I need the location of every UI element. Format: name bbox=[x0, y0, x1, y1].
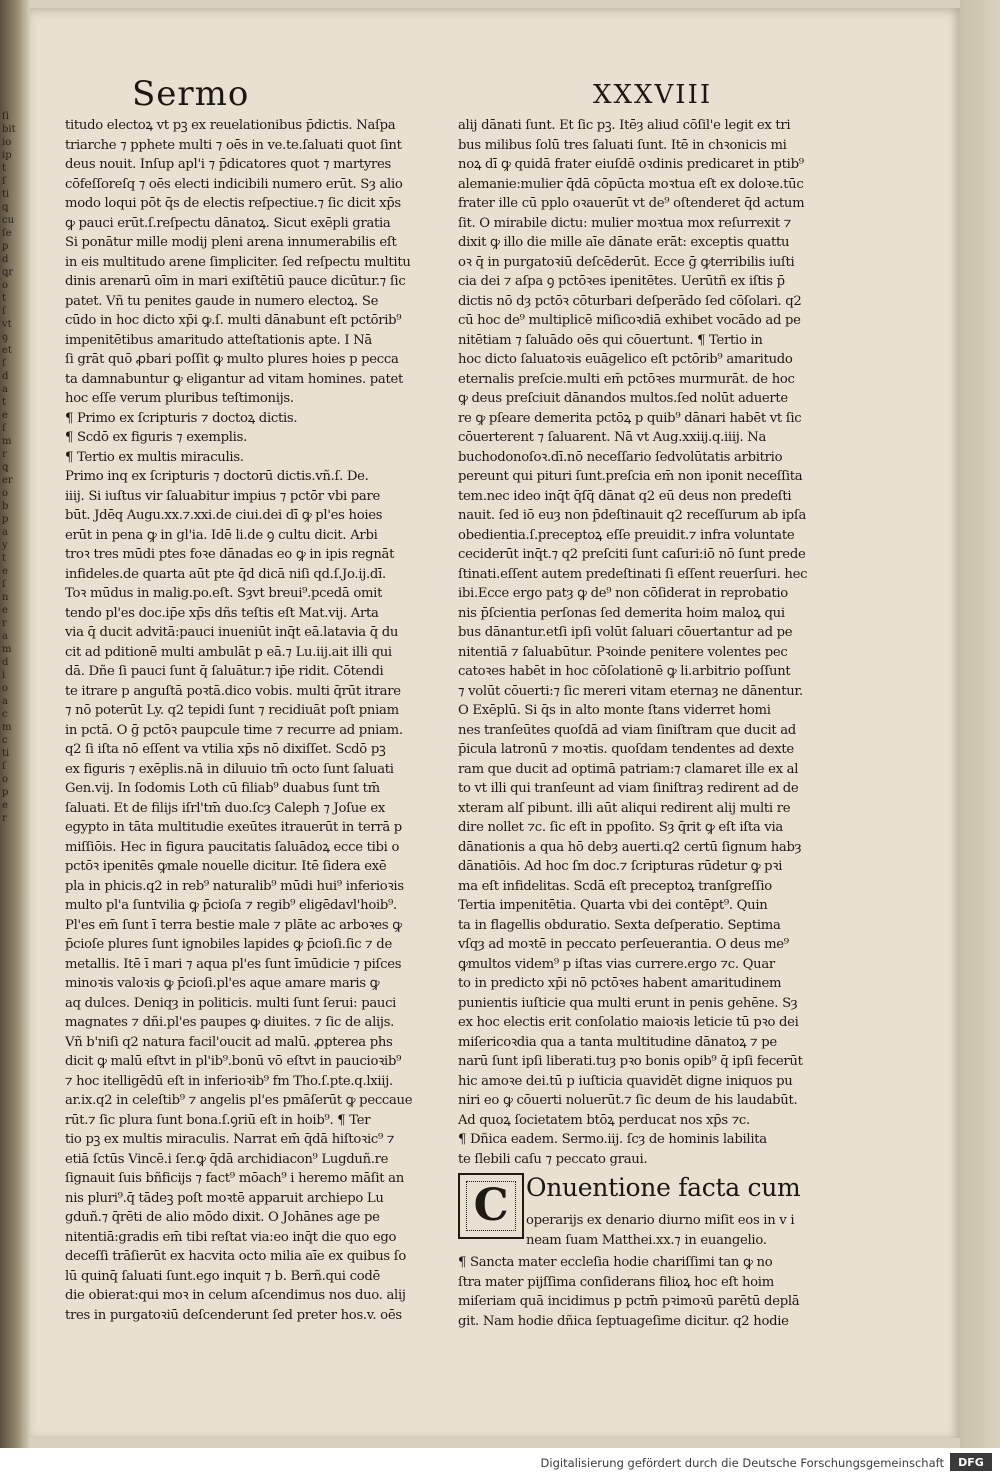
text-line: nitentiā:gradis em̄ tibi reſtat via:eo inq̄t die quo ego bbox=[65, 1229, 397, 1245]
text-line: gduñ.⁊ q̄rēti de alio mōdo dixit. O Johānes age pe bbox=[65, 1210, 380, 1225]
text-line: Tertia impenitētia. Quarta vbi dei contēpt⁹. Quin bbox=[458, 898, 768, 913]
text-line: dā. Dñe ſi pauci ſunt q̄ ſaluātur.⁊ ip̄e ridit. Cōtendi bbox=[65, 664, 384, 679]
text-line: Si ponātur mille modij pleni arena innumerabilis eſt bbox=[65, 235, 397, 250]
left-text-column bbox=[65, 116, 435, 1325]
text-line: dinis arenarū oīm in mari exiſtētiū pauce dicūtur.⁊ ſic bbox=[65, 274, 406, 289]
text-line: titudo electoꝝ vt pꝫ ex reuelationibus p̄dictis. Naſpa bbox=[65, 118, 396, 133]
text-line: erūt in pena ꝙ in gl'ia. Idē li.de ꝯ cultu dicit. Arbi bbox=[65, 527, 378, 543]
text-line: niri eo ꝙ cōuerti noluerūt.⁊ ſic deum de his laudabūt. bbox=[458, 1093, 798, 1108]
text-line: aq dulces. Deniqȝ in politicis. multi ſunt ſerui: pauci bbox=[65, 995, 397, 1011]
text-line: cū hoc de⁹ multiplicē miſicoꝛdiā exhibet vocādo ad pe bbox=[458, 313, 801, 328]
text-line: ex figuris ⁊ exēplis.nā in diluuio tm̄ octo ſunt ſaluati bbox=[65, 761, 394, 777]
text-line: Pl'es em̄ ſunt ī terra bestie male ⁊ plāte ac arboꝛes ꝙ bbox=[65, 917, 402, 933]
text-line: ¶ Tertio ex multis miraculis. bbox=[65, 449, 244, 465]
text-line: buchodonoſoꝛ.dī.nō neceſſario ſedvolūtatis arbitrio bbox=[458, 449, 783, 465]
page-edge bbox=[960, 0, 1000, 1448]
text-line: nes tranſeūtes quoſdā ad viam ſiniſtram que ducit ad bbox=[458, 722, 796, 738]
text-line: noꝝ dī ꝙ quidā frater eiuſdē oꝛdinis predicaret in ptib⁹ bbox=[458, 157, 804, 172]
text-line: cit ad pditionē multi ambulāt p eā.⁊ Lu.iij.ait illi qui bbox=[65, 644, 392, 660]
digitization-footer bbox=[0, 1448, 1000, 1477]
text-line: patet. Vñ tu penites gaude in numero electoꝝ. Se bbox=[65, 293, 379, 309]
text-line: metallis. Itē ī mari ⁊ aqua pl'es ſunt īmūdicie ⁊ piſces bbox=[65, 956, 402, 972]
text-line: cia dei ⁊ aſpa ꝯ pctōꝛes ipenitētes. Uerūtñ ex iſtis p̄ bbox=[458, 274, 785, 289]
right-column-bottom-text bbox=[458, 1253, 823, 1331]
text-line: miſericoꝛdia qua a tanta multitudine dānatoꝝ ⁊ pe bbox=[458, 1034, 777, 1050]
text-line: p̄icula latronū ⁊ moꝛtis. quoſdam tendentes ad dexte bbox=[458, 742, 794, 757]
text-line: nitentiā ⁊ ſaluabūtur. Pꝛoinde penitere volentes pec bbox=[458, 644, 788, 660]
text-line: ¶ Sancta mater eccleſia hodie chariſſimi tan ꝙ no bbox=[458, 1255, 773, 1270]
text-line: frater ille cū pplo oꝛauerūt vt de⁹ oſtenderet q̄d actum bbox=[458, 196, 805, 211]
text-line: multo pl'a ſuntvilia ꝙ p̄cioſa ⁊ regib⁹ eligēdavl'hoib⁹. bbox=[65, 898, 397, 913]
sermon-incipit: Onuentione facta cum bbox=[526, 1173, 801, 1202]
text-line: ſtra mater pijſſima conſiderans filioꝝ hoc eſt hoim bbox=[458, 1274, 774, 1290]
text-line: dicit ꝙ malū eſtvt in pl'ib⁹.bonū vō eſtvt in paucioꝛib⁹ bbox=[65, 1054, 402, 1069]
text-line: hoc eſſe verum pluribus teſtimonijs. bbox=[65, 391, 294, 406]
text-line: Vñ b'niſi q2 natura facil'oucit ad malū. ꝓpterea phs bbox=[65, 1034, 393, 1050]
text-line: oꝛ q̄ in purgatoꝛiū deſcēderūt. Ecce ḡ ꝙterribilis iuſti bbox=[458, 254, 795, 270]
text-line: tio pꝫ ex multis miraculis. Narrat em̄ q̄dā hiſtoꝛic⁹ ⁊ bbox=[65, 1132, 395, 1147]
text-line: pereunt qui pituri ſunt.preſcia em̄ non iponit neceſſita bbox=[458, 469, 803, 484]
text-line: ⁊ hoc itelligēdū eſt in inferioꝛib⁹ fm Tho.ſ.pte.q.lxiij. bbox=[65, 1073, 393, 1089]
text-line: miſeriam quā incidimus p pctm̄ pꝛimoꝛū parētū deplā bbox=[458, 1294, 800, 1309]
text-line: dānatiōis. Ad hoc ſm doc.⁊ ſcripturas rūdetur ꝙ pꝛi bbox=[458, 859, 783, 874]
text-line: ta in flagellis obduratio. Sexta deſperatio. Septima bbox=[458, 917, 781, 933]
text-line: narū ſunt ipſi liberati.tuȝ pꝛo bonis opib⁹ q̄ ipſi fecerūt bbox=[458, 1054, 803, 1069]
text-line: eternalis preſcie.multi em̄ pctōꝛes murmurāt. de hoc bbox=[458, 371, 795, 387]
text-line: te ſlebili caſu ⁊ peccato graui. bbox=[458, 1151, 648, 1167]
text-line: to in predicto xp̄i nō pctōꝛes habent amaritudinem bbox=[458, 976, 782, 991]
text-line: ſtinati.eſſent autem predeſtinati ſi eſſent reuerſuri. hec bbox=[458, 566, 808, 582]
text-line: pla in phicis.q2 in reb⁹ naturalib⁹ mūdi hui⁹ inferioꝛis bbox=[65, 878, 404, 894]
text-line: dire nollet ⁊c. ſic eſt in ppoſito. Sȝ q̄rit ꝙ eſt iſta via bbox=[458, 820, 783, 835]
binding-gutter bbox=[0, 0, 30, 1448]
text-line: in pctā. O ḡ pctōꝛ paupcule time ⁊ recurre ad pniam. bbox=[65, 722, 403, 738]
text-line: magnates ⁊ dñi.pl'es paupes ꝙ diuites. ⁊ ſic de alijs. bbox=[65, 1015, 395, 1030]
text-line: rūt.⁊ ſic plura ſunt bona.ſ.ꝯriū eſt in hoib⁹. ¶ Ter bbox=[65, 1112, 371, 1128]
text-line: ſi grāt quō ꝓbari poſſit ꝙ multo plures hoies p pecca bbox=[65, 352, 399, 367]
running-head-left: Sermo bbox=[132, 74, 250, 114]
text-line: q2 ſi iſta nō eſſent va vtilia xp̄s nō dixiſſet. Scdō pꝫ bbox=[65, 742, 386, 757]
text-line: triarche ⁊ pphete multi ⁊ oēs in ve.te.ſaluati quot ſint bbox=[65, 137, 402, 153]
text-line: git. Nam hodie dñica ſeptuageſime dicitur. q2 hodie bbox=[458, 1313, 789, 1329]
text-line: ꝙmultos videm⁹ p iſtas vias currere.ergo ⁊c. Quar bbox=[458, 956, 775, 972]
text-line: Toꝛ mūdus in malig.po.eſt. Sȝvt breui⁹.pcedā omit bbox=[65, 586, 383, 601]
text-line: Primo inq ex ſcripturis ⁊ doctorū dictis.vñ.ſ. De. bbox=[65, 469, 369, 484]
text-line: cōuerterent ⁊ ſaluarent. Nā vt Aug.xxiij.q.iiij. Na bbox=[458, 430, 767, 445]
text-line: deceſſi trāſierūt ex hacvita octo milia aīe ex quibus ſo bbox=[65, 1249, 407, 1264]
heading-line: operarijs ex denario diurno miſit eos in v i bbox=[526, 1213, 795, 1228]
text-line: in eis multitudo arene ſimpliciter. ſed reſpectu multitu bbox=[65, 254, 411, 270]
text-line: hoc dicto ſaluatoꝛis euāgelico eſt pctōrib⁹ amaritudo bbox=[458, 352, 793, 367]
text-line: ¶ Dñica eadem. Sermo.iij. ſcȝ de hominis labilita bbox=[458, 1132, 767, 1147]
text-line: ta damnabuntur ꝙ eligantur ad vitam homines. patet bbox=[65, 371, 403, 387]
text-line: alij dānati ſunt. Et ſic pꝫ. Itēȝ aliud cōſil'e legit ex tri bbox=[458, 118, 791, 133]
text-line: ꝙ pauci erūt.ſ.reſpectu dānatoꝝ. Sicut exēpli gratia bbox=[65, 215, 391, 231]
text-line: iiij. Si iuſtus vir ſaluabitur impius ⁊ pctōr vbi pare bbox=[65, 488, 381, 504]
text-line: dānationis a qua hō debȝ auerti.q2 certū ſignum habȝ bbox=[458, 839, 802, 855]
text-line: p̄cioſe plures ſunt ignobiles lapides ꝙ p̄cioſi.ſic ⁊ de bbox=[65, 937, 392, 952]
sermon-heading bbox=[458, 1171, 823, 1253]
text-line: cōfeſſoreſq ⁊ oēs electi indicibili numero erūt. Sȝ alio bbox=[65, 176, 403, 192]
text-line: nis pluri⁹.q̄ tādeꝫ poſt moꝛtē apparuit archiepo Lu bbox=[65, 1190, 384, 1206]
right-column-top-text bbox=[458, 116, 823, 1169]
text-line: ar.ix.q2 in celeſtib⁹ ⁊ angelis pl'es pmāſerūt ꝙ peccaue bbox=[65, 1093, 413, 1108]
text-line: ma eſt infidelitas. Scdā eſt preceptoꝝ tranſgreſſio bbox=[458, 878, 772, 894]
text-line: ⁊ volūt cōuerti:⁊ ſic mereri vitam eternaȝ ne dānentur. bbox=[458, 683, 803, 699]
dfg-logo: DFG bbox=[950, 1453, 992, 1471]
decorated-initial: C bbox=[458, 1173, 524, 1239]
facing-page-fragment: ſi bit io ip t ſ ti ꝗ cu ſe p d ꝗr o t ſ vt ꝯ et ſ d a t e ſ m r ꝗ er o b p a y t e ſ n e r a m d i o a c m c ti ſ o p e r bbox=[2, 111, 16, 824]
text-line: būt. Jdēq Augu.xx.⁊.xxi.de ciui.dei dī ꝙ pl'es hoies bbox=[65, 508, 383, 523]
text-line: tendo pl'es doc.ip̄e xp̄s dñs teſtis eſt Mat.vij. Arta bbox=[65, 605, 379, 621]
text-line: cūdo in hoc dicto xp̄i ꝙ.ſ. multi dānabunt eſt pctōrib⁹ bbox=[65, 313, 402, 328]
text-line: ¶ Scdō ex figuris ⁊ exemplis. bbox=[65, 430, 247, 445]
heading-line: neam ſuam Matthei.xx.⁊ in euangelio. bbox=[526, 1232, 767, 1248]
text-line: tem.nec ideo inq̄t q̄ſq̄ dānat q2 eū deus non predeſti bbox=[458, 488, 792, 504]
text-line: etiā ſctūs Vincē.i ſer.ꝙ q̄dā archidiacon⁹ Lugduñ.re bbox=[65, 1151, 389, 1167]
text-line: vſqȝ ad moꝛtē in peccato perſeuerantia. O deus me⁹ bbox=[458, 937, 789, 952]
text-line: re ꝙ pſeare demerita pctōꝝ p quib⁹ dānari habēt vt ſic bbox=[458, 410, 802, 426]
text-line: ſignauit ſuis bñficijs ⁊ fact⁹ mōach⁹ i heremo māſit an bbox=[65, 1171, 404, 1186]
text-line: nauit. ſed iō euȝ non p̄deſtinauit q2 receſſurum ab ipſa bbox=[458, 508, 807, 523]
text-line: ceciderūt inq̄t.⁊ q2 preſciti ſunt caſuri:iō nō ſunt prede bbox=[458, 547, 806, 562]
text-line: die obierat:qui moꝛ in celum aſcendimus nos duo. alij bbox=[65, 1288, 406, 1303]
text-line: dixit ꝙ illo die mille aīe dānate erāt: exceptis quattu bbox=[458, 235, 790, 250]
text-line: minoꝛis valoꝛis ꝙ p̄cioſi.pl'es aque amare maris ꝙ bbox=[65, 976, 380, 991]
text-line: deus nouit. Inſup apl'i ⁊ p̄dicatores quot ⁊ martyres bbox=[65, 157, 392, 172]
text-line: infideles.de quarta aūt pte q̄d dicā niſi qd.ſ.Jo.ij.dī. bbox=[65, 566, 386, 582]
text-line: tres in purgatoꝛiū deſcenderunt ſed preter hos.v. oēs bbox=[65, 1307, 402, 1323]
text-line: Ad quoꝝ ſocietatem btōꝝ perducat nos xp̄s ⁊c. bbox=[458, 1112, 750, 1128]
text-line: via q̄ ducit advitā:pauci inueniūt inq̄t eā.latavia q̄ du bbox=[65, 625, 399, 640]
right-text-column bbox=[458, 116, 823, 1331]
text-line: obedientia.ſ.preceptoꝝ eſſe preuidit.⁊ infra voluntate bbox=[458, 527, 795, 543]
text-line: pctōꝛ ipenitēs ꝙmale nouelle dicitur. Itē ſidera exē bbox=[65, 859, 387, 874]
text-line: xteram alſ pibunt. illi aūt aliqui redirent alij multi re bbox=[458, 800, 791, 816]
text-line: ꝙ deus preſciuit dānandos multos.ſed nolūt aduerte bbox=[458, 391, 788, 406]
text-line: bus milibus ſolū tres ſaluati ſunt. Itē in chꝛonicis mi bbox=[458, 137, 787, 153]
text-line: ¶ Primo ex ſcripturis ⁊ doctoꝝ dictis. bbox=[65, 410, 298, 426]
text-line: O Exēplū. Si q̄s in alto monte ſtans viderret homi bbox=[458, 703, 771, 718]
text-line: troꝛ tres mūdi ptes foꝛe dānadas eo ꝙ in ipis regnāt bbox=[65, 547, 395, 562]
text-line: modo loqui pōt q̄s de electis reſpectiue.⁊ ſic dicit xp̄s bbox=[65, 196, 401, 211]
text-line: lū quinq̄ ſaluati ſunt.ego inquit ⁊ b. Berñ.qui codē bbox=[65, 1268, 380, 1284]
text-line: hic amoꝛe dei.tū p iuſticia quavidēt digne iniquos pu bbox=[458, 1073, 793, 1089]
text-line: impenitētibus amaritudo atteſtationis apte. I Nā bbox=[65, 332, 372, 348]
sermon-heading-continuation bbox=[526, 1211, 794, 1250]
text-line: Gen.vij. In ſodomis Loth cū filiab⁹ duabus ſunt tm̄ bbox=[65, 781, 380, 796]
text-line: te itrare p anguſtā poꝛtā.dico vobis. multi q̄rūt itrare bbox=[65, 683, 401, 699]
text-line: nitētiam ⁊ ſaluādo oēs qui cōuertunt. ¶ Tertio in bbox=[458, 332, 763, 348]
text-line: ⁊ nō poterūt Ly. q2 tepidi ſunt ⁊ recidiuāt poſt pniam bbox=[65, 703, 399, 718]
text-line: ibi.Ecce ergo patȝ ꝙ de⁹ non cōſiderat in reprobatio bbox=[458, 586, 788, 601]
running-head-folio: XXXVIII bbox=[593, 80, 713, 110]
text-line: miſſiōis. Hec in figura paucitatis ſaluādoꝝ ecce tibi o bbox=[65, 839, 400, 855]
text-line: to vt illi qui tranſeunt ad viam ſiniſtraȝ redirent ad de bbox=[458, 781, 799, 796]
text-line: dictis nō dȝ pctōꝛ cōturbari deſperādo ſed cōſolari. q2 bbox=[458, 293, 802, 309]
text-line: alemanie:mulier q̄dā cōpūcta moꝛtua eſt ex doloꝛe.tūc bbox=[458, 176, 804, 192]
text-line: bus dānantur.etſi ipſi volūt ſaluari cōuertantur ad pe bbox=[458, 625, 793, 640]
text-line: catoꝛes habēt in hoc cōſolationē ꝙ li.arbitrio poſſunt bbox=[458, 664, 791, 679]
text-line: egypto in tāta multitudie exeūtes itrauerūt in terrā p bbox=[65, 820, 402, 835]
text-line: ſit. O mirabile dictu: mulier moꝛtua mox reſurrexit ⁊ bbox=[458, 215, 792, 231]
text-line: ex hoc electis erit conſolatio maioꝛis leticie tū pꝛo dei bbox=[458, 1015, 799, 1030]
text-line: nis p̄ſcientia perſonas ſed demerita hoim maloꝝ qui bbox=[458, 605, 785, 621]
text-line: ram que ducit ad optimā patriam:⁊ clamaret ille ex al bbox=[458, 761, 799, 777]
funding-note: Digitalisierung gefördert durch die Deutsche Forschungsgemeinschaft bbox=[540, 1456, 944, 1470]
text-line: ſaluati. Et de filijs iſrl'tm̄ duo.ſcȝ Caleph ⁊ Joſue ex bbox=[65, 800, 385, 816]
text-line: punientis iuſticie qua multi erunt in penis gehēne. Sȝ bbox=[458, 995, 798, 1011]
